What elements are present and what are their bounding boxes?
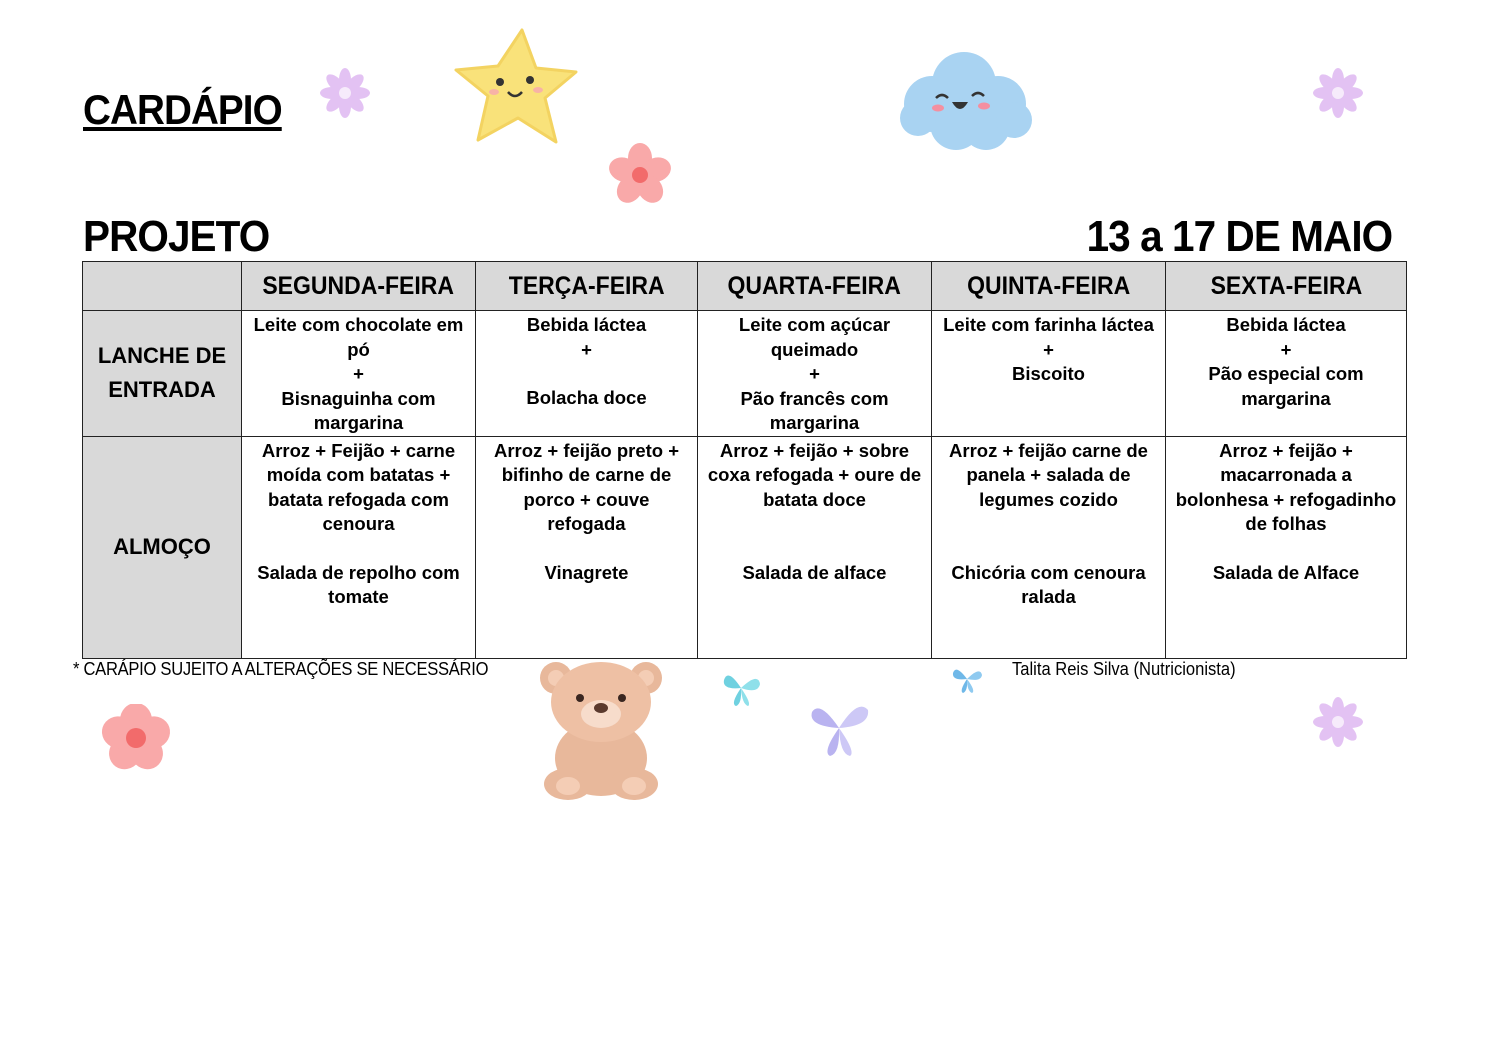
lunch-salad-wednesday: Salada de alface [742, 561, 887, 583]
day-header-thursday: QUINTA-FEIRA [932, 262, 1166, 311]
pink-flower-icon [92, 704, 180, 772]
lunch-main-friday: Arroz + feijão + macarronada a bolonhesa + refogadinho de folhas [1175, 439, 1397, 534]
lunch-main-tuesday: Arroz + feijão preto + bifinho de carne de porco + couve refogada [493, 439, 680, 534]
lunch-main-monday: Arroz + Feijão + carne moída com batatas + batata refogada com cenoura [261, 439, 456, 534]
project-label: PROJETO [83, 212, 270, 261]
table-row-lunch [83, 436, 1407, 658]
lunch-cell-wednesday [698, 436, 932, 658]
smiling-cloud-icon [896, 46, 1034, 152]
menu-table [82, 261, 1407, 659]
blue-butterfly-icon [720, 668, 762, 708]
snack-cell-wednesday: Leite com açúcar queimado + Pão francês com margarina [698, 311, 932, 437]
lunch-salad-tuesday: Vinagrete [544, 561, 629, 583]
table-header-row [83, 262, 1407, 311]
table-corner-cell [83, 262, 242, 311]
row-label-lunch: ALMOÇO [83, 436, 242, 658]
lunch-salad-thursday: Chicória com cenoura ralada [951, 561, 1146, 607]
page-title: CARDÁPIO [83, 86, 282, 133]
snack-cell-monday: Leite com chocolate em pó + Bisnaguinha com margarina [242, 311, 476, 437]
date-range: 13 a 17 DE MAIO [1086, 212, 1392, 261]
lunch-cell-tuesday [476, 436, 698, 658]
teddy-bear-icon [534, 654, 668, 802]
lunch-cell-monday [242, 436, 476, 658]
purple-butterfly-icon [806, 696, 872, 758]
nutritionist-signature: Talita Reis Silva (Nutricionista) [1012, 659, 1236, 679]
blue-butterfly-icon [950, 664, 984, 694]
snack-cell-tuesday: Bebida láctea + Bolacha doce [476, 311, 698, 437]
row-label-snack: LANCHE DE ENTRADA [83, 311, 242, 437]
snack-cell-friday: Bebida láctea + Pão especial com margarina [1166, 311, 1407, 437]
smiling-star-icon [450, 24, 580, 152]
lunch-cell-friday [1166, 436, 1407, 658]
day-header-friday: SEXTA-FEIRA [1166, 262, 1407, 311]
lunch-salad-friday: Salada de Alface [1212, 561, 1360, 583]
lilac-flower-icon [1311, 66, 1365, 120]
pink-flower-icon [608, 142, 672, 208]
lunch-cell-thursday [932, 436, 1166, 658]
lilac-flower-icon [1311, 695, 1365, 749]
table-row-snack [83, 311, 1407, 437]
lunch-salad-monday: Salada de repolho com tomate [257, 561, 460, 607]
lunch-main-thursday: Arroz + feijão carne de panela + salada de legumes cozido [949, 439, 1148, 510]
lilac-flower-icon [318, 66, 372, 120]
snack-cell-thursday: Leite com farinha láctea + Biscoito [932, 311, 1166, 437]
day-header-wednesday: QUARTA-FEIRA [698, 262, 932, 311]
lunch-main-wednesday: Arroz + feijão + sobre coxa refogada + oure de batata doce [707, 439, 922, 510]
day-header-tuesday: TERÇA-FEIRA [476, 262, 698, 311]
day-header-monday: SEGUNDA-FEIRA [242, 262, 476, 311]
footnote: * CARÁPIO SUJEITO A ALTERAÇÕES SE NECESSÁRIO [73, 659, 489, 679]
